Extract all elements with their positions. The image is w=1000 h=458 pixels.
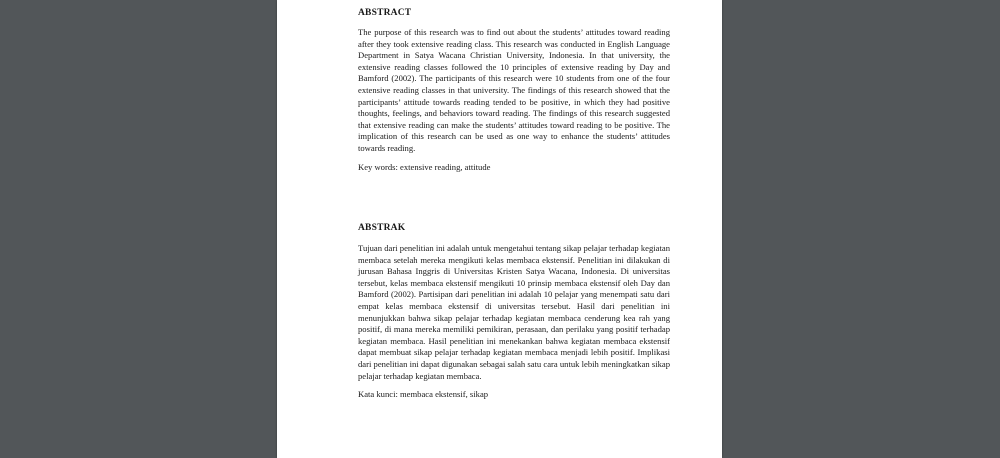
abstrak-indonesian-section xyxy=(358,222,670,401)
abstract-english-section xyxy=(358,7,670,173)
abstract-heading: ABSTRACT xyxy=(358,8,412,18)
abstract-body: The purpose of this research was to find out about the students’ attitudes toward reading after they took extensive reading class. This research was conducted in English Language Department in Satya Wacana Christian University, Indonesia. In that university, the extensive reading classes followed the 10 principles of extensive reading by Day and Bamford (2002). The participants of this research were 10 students from one of the four extensive reading classes in that university. The findings of this research showed that the participants’ attitude towards reading tended to be positive, in which they had positive thoughts, feelings, and behaviors toward reading. The findings of this research suggested that extensive reading can make the students’ attitudes toward reading to be positive. The implication of this research can be used as one way to enhance the students’ attitudes towards reading. xyxy=(358,27,670,153)
abstract-keywords: Key words: extensive reading, attitude xyxy=(358,161,491,172)
abstrak-keywords: Kata kunci: membaca ekstensif, sikap xyxy=(358,389,489,400)
document-page xyxy=(277,0,722,458)
abstrak-body: Tujuan dari penelitian ini adalah untuk mengetahui tentang sikap pelajar terhadap kegiatan membaca setelah mereka mengikuti kelas membaca ekstensif. Penelitian ini dilakukan di jurusan Bahasa Inggris di Universitas Kristen Satya Wacana, Indonesia. Di universitas tersebut, kelas membaca ekstensif mengikuti 10 prinsip membaca ekstensif oleh Day dan Bamford (2002). Partisipan dari penelitian ini adalah 10 pelajar yang menempati satu dari empat kelas membaca ekstensif di universitas tersebut. Hasil dari penelitian ini menunjukkan bahwa sikap pelajar terhadap kegiatan membaca cenderung kea rah yang positif, di mana mereka memiliki pemikiran, perasaan, dan perilaku yang positif terhadap kegiatan membaca. Hasil penelitian ini menekankan bahwa kegiatan membaca ekstensif dapat membuat sikap pelajar terhadap kegiatan membaca menjadi lebih positif. Implikasi dari penelitian ini dapat digunakan sebagai salah satu cara untuk lebih meningkatkan sikap pelajar terhadap kegiatan membaca. xyxy=(358,243,670,381)
abstrak-heading: ABSTRAK xyxy=(358,223,406,233)
